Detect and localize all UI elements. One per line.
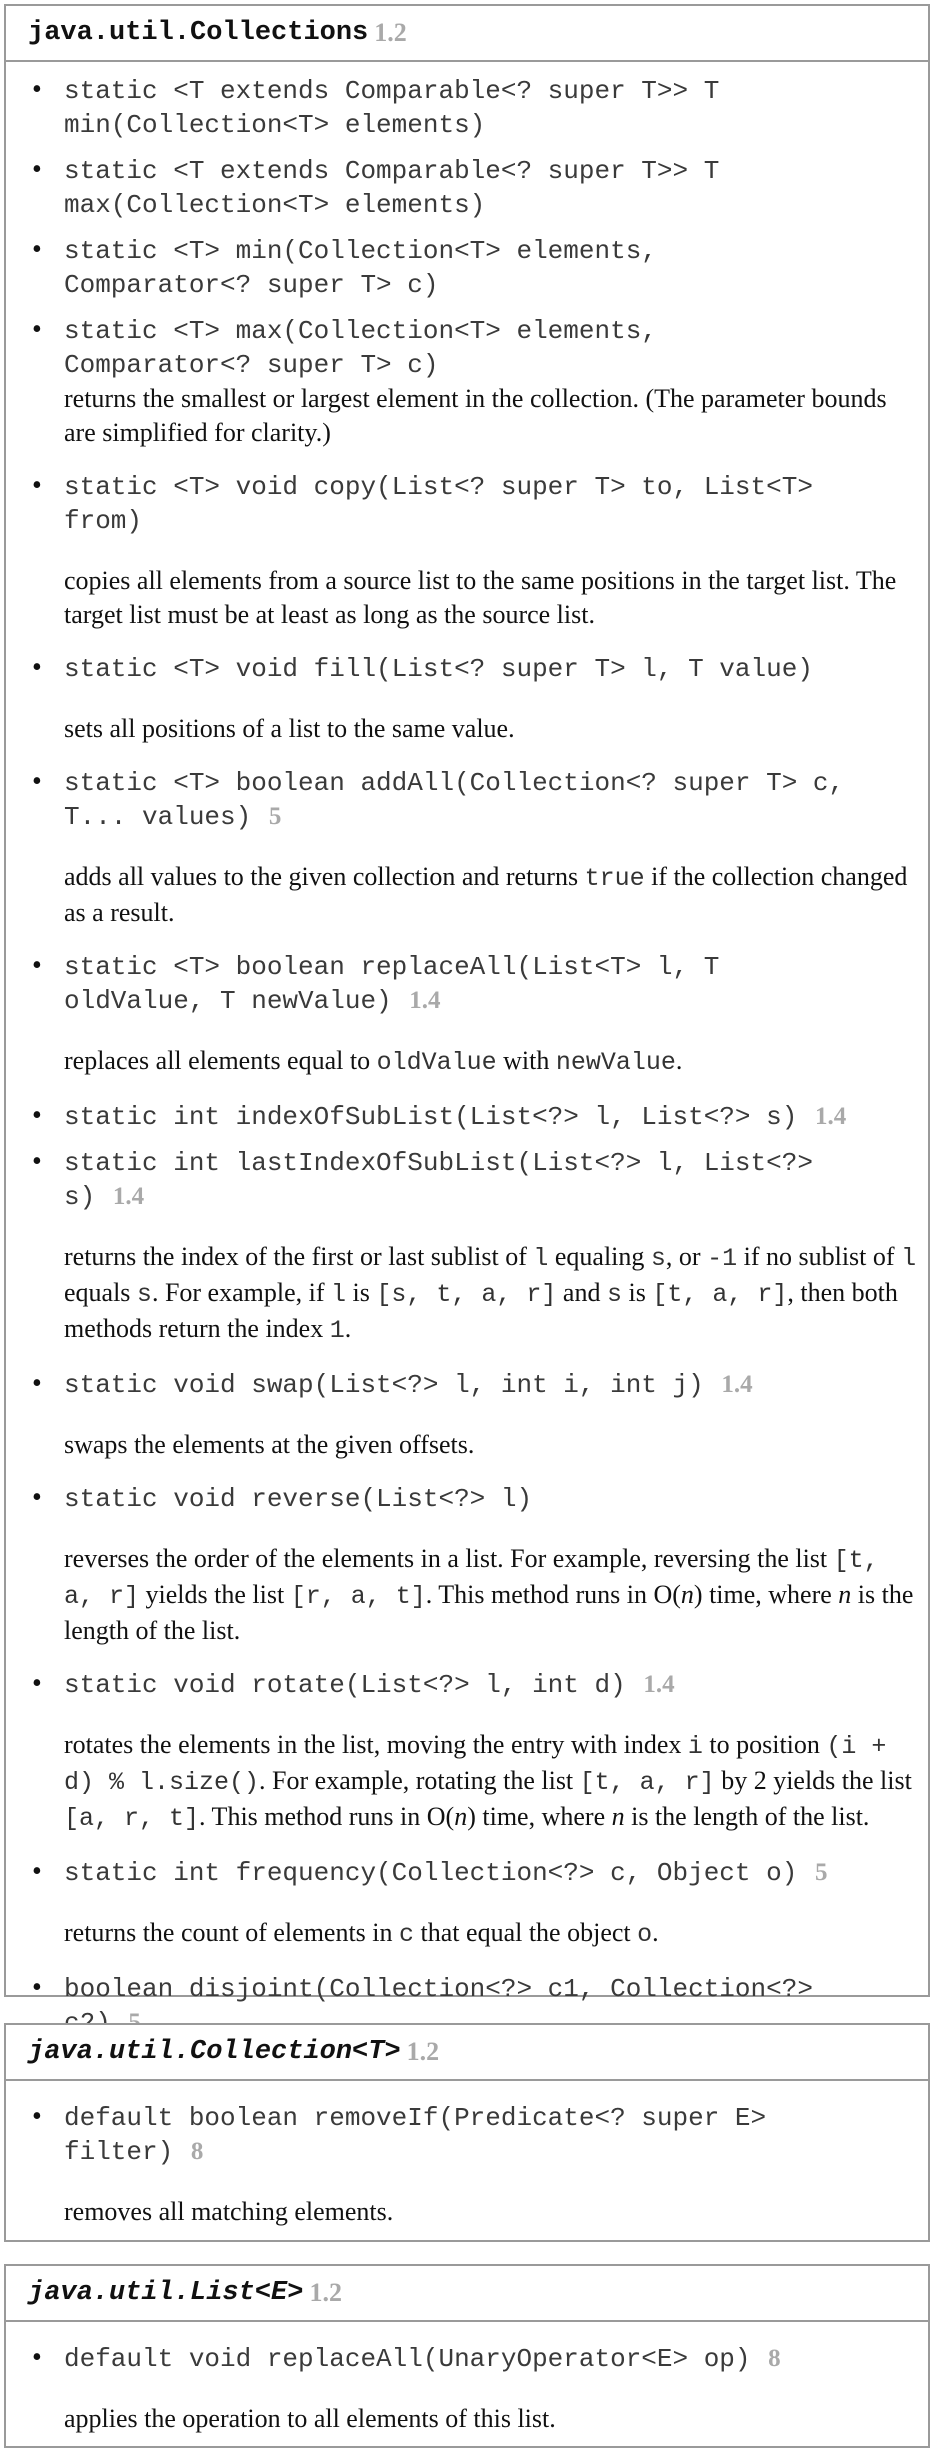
method-item-replaceall	[6, 950, 928, 1018]
method-item-fill	[6, 652, 928, 686]
method-signature	[64, 2342, 908, 2376]
version-badge: 1.2	[309, 2278, 342, 2307]
bullet-icon: •	[32, 234, 42, 265]
method-signature	[64, 766, 908, 834]
method-signature: static <T> max(Collection<T> elements, Comparator<? super T> c)	[64, 316, 657, 380]
method-description: returns the index of the first or last sublist of l equaling s, or -1 if no sublist of l equals s. For example, if l is [s, t, a, r] and s is [t, a, r], then both methods return the index 1.	[64, 1242, 917, 1345]
version-badge: 1.4	[643, 1671, 675, 1698]
method-signature	[64, 1668, 908, 1702]
method-signature: static void reverse(List<?> l)	[64, 1484, 533, 1514]
collection-header	[6, 2025, 928, 2081]
list-header	[6, 2266, 928, 2322]
version-badge: 8	[190, 2138, 204, 2165]
method-description: copies all elements from a source list to the same positions in the target list. The target list must be at least as long as the source list.	[64, 566, 897, 629]
bullet-icon: •	[32, 1668, 42, 1699]
signature-text: default void replaceAll(UnaryOperator<E> op)	[64, 2344, 751, 2374]
method-signature	[64, 1856, 908, 1890]
bullet-icon: •	[32, 1100, 42, 1131]
method-signature: static <T extends Comparable<? super T>> T min(Collection<T> elements)	[64, 76, 720, 140]
method-item-max	[6, 154, 928, 222]
collection-interface-box	[4, 2023, 930, 2242]
collections-header	[6, 6, 928, 62]
inline-code: oldValue	[376, 1048, 497, 1077]
method-item-max-comparator	[6, 314, 928, 382]
method-description: reverses the order of the elements in a list. For example, reversing the list [t, a, r] yields the list [r, a, t]. This method runs in O(n) time, where n is the length of the list.	[64, 1544, 914, 1645]
version-badge: 1.4	[721, 1371, 753, 1398]
version-badge: 1.2	[406, 2037, 440, 2066]
method-item-min-comparator	[6, 234, 928, 302]
collections-api-box	[4, 4, 930, 2004]
signature-text: static int lastIndexOfSubList(List<?> l, List<?> s)	[64, 1148, 813, 1212]
bullet-icon: •	[32, 766, 42, 797]
method-item-reverse	[6, 1482, 928, 1516]
method-signature: static <T> void fill(List<? super T> l, T value)	[64, 654, 813, 684]
method-signature: static <T> min(Collection<T> elements, Comparator<? super T> c)	[64, 236, 657, 300]
version-badge: 5	[814, 1859, 828, 1886]
bullet-icon: •	[32, 470, 42, 501]
signature-text: static <T> boolean replaceAll(List<T> l, T oldValue, T newValue)	[64, 952, 720, 1016]
method-item-addall	[6, 766, 928, 834]
method-signature: static <T extends Comparable<? super T>> T max(Collection<T> elements)	[64, 156, 720, 220]
version-badge: 8	[768, 2345, 781, 2372]
bullet-icon: •	[32, 154, 42, 185]
version-badge: 1.4	[112, 1183, 145, 1210]
version-badge: 1.4	[814, 1103, 847, 1130]
bullet-icon: •	[32, 652, 42, 683]
method-item-indexofsublist	[6, 1100, 928, 1134]
method-description: sets all positions of a list to the same value.	[64, 714, 515, 743]
signature-text: default boolean removeIf(Predicate<? super E> filter)	[64, 2103, 767, 2167]
method-description: adds all values to the given collection and returns true if the collection changed as a result.	[64, 862, 908, 927]
class-name: java.util.Collection<T>	[28, 2037, 401, 2067]
method-signature	[64, 1368, 908, 1402]
bullet-icon: •	[32, 1856, 42, 1887]
method-description: rotates the elements in the list, moving the entry with index i to position (i + d) % l.size(). For example, rotating the list [t, a, r] by 2 yields the list [a, r, t]. This method runs in O(n) time, where n is the length of the list.	[64, 1730, 912, 1833]
version-badge: 1.4	[409, 987, 441, 1014]
method-description: swaps the elements at the given offsets.	[64, 1430, 475, 1459]
version-badge: 5	[268, 803, 282, 830]
method-item-min	[6, 74, 928, 142]
signature-text: static int frequency(Collection<?> c, Object o)	[64, 1858, 798, 1888]
method-description: returns the count of elements in c that equal the object o.	[64, 1918, 659, 1949]
signature-text: static void swap(List<?> l, int i, int j)	[64, 1370, 704, 1400]
signature-text: static void rotate(List<?> l, int d)	[64, 1670, 626, 1700]
method-item-swap	[6, 1368, 928, 1402]
bullet-icon: •	[32, 2342, 42, 2373]
method-description: replaces all elements equal to oldValue with newValue.	[64, 1046, 683, 1077]
bullet-icon: •	[32, 1972, 42, 2003]
signature-text: static int indexOfSubList(List<?> l, List<?> s)	[64, 1102, 798, 1132]
list-interface-box	[4, 2264, 930, 2448]
method-signature	[64, 1100, 908, 1134]
bullet-icon: •	[32, 74, 42, 105]
method-signature	[64, 2101, 908, 2169]
method-item-lastindexofsublist	[6, 1146, 928, 1214]
bullet-icon: •	[32, 950, 42, 981]
method-item-copy	[6, 470, 928, 538]
version-badge: 1.2	[374, 18, 407, 47]
method-signature: static <T> void copy(List<? super T> to, List<T> from)	[64, 472, 813, 536]
bullet-icon: •	[32, 1146, 42, 1177]
signature-text: boolean disjoint(Collection<?> c1, Collection<?>	[64, 1974, 813, 2004]
method-signature	[64, 1146, 908, 1214]
method-description: returns the smallest or largest element in the collection. (The parameter bounds are simplified for clarity.)	[64, 384, 887, 447]
method-description: removes all matching elements.	[64, 2197, 394, 2226]
bullet-icon: •	[32, 1482, 42, 1513]
method-item-frequency	[6, 1856, 928, 1890]
method-description: applies the operation to all elements of this list.	[64, 2404, 556, 2433]
method-item-rotate	[6, 1668, 928, 1702]
bullet-icon: •	[32, 1368, 42, 1399]
inline-code: newValue	[555, 1048, 676, 1077]
method-item-replaceall-list	[6, 2342, 928, 2376]
class-name: java.util.Collections	[28, 18, 369, 48]
bullet-icon: •	[32, 314, 42, 345]
signature-text: static <T> boolean addAll(Collection<? super T> c, T... values)	[64, 768, 845, 832]
method-item-removeif	[6, 2101, 928, 2169]
inline-code: true	[584, 864, 645, 893]
method-signature	[64, 950, 908, 1018]
class-name: java.util.List<E>	[28, 2278, 304, 2308]
bullet-icon: •	[32, 2101, 42, 2132]
